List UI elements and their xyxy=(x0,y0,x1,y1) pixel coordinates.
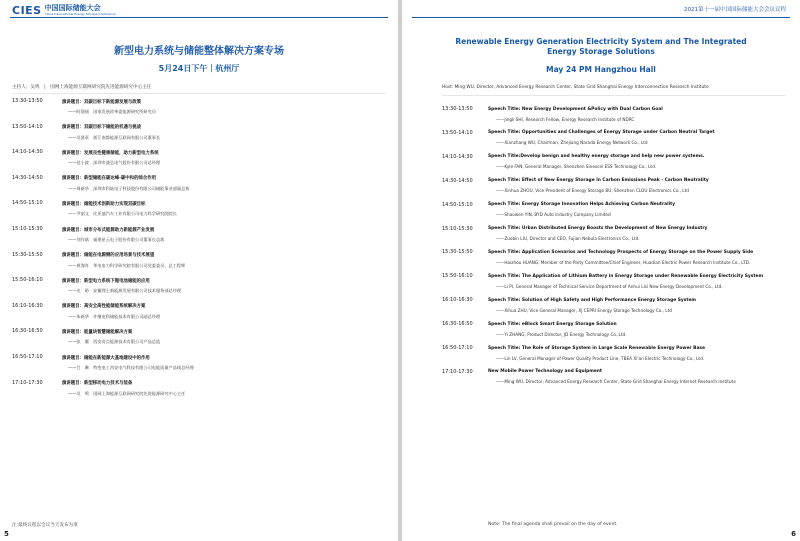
speech-title: 演讲题目：双碳目标下新能源发展与政策 xyxy=(62,99,142,105)
agenda-time: 13:50-14:10 xyxy=(442,129,473,136)
agenda-time: 14:30-14:50 xyxy=(12,174,43,181)
speech-title: 演讲题目：新型储能在碳达峰-碳中和的综合作用 xyxy=(62,176,157,182)
agenda-time: 16:50-17:10 xyxy=(12,354,43,360)
speech-title: Speech Title: Solution of High Safety and High Performance Energy Storage System xyxy=(488,297,697,303)
speaker-info: ——Yi ZHANG, Product Director, JD Energy Technology Co.,Ltd. xyxy=(496,331,627,337)
agenda-time: 17:10-17:30 xyxy=(442,368,473,375)
speaker-info: ——时璟丽 国家发展改革委能源研究所研究员 xyxy=(68,109,156,114)
host-divider xyxy=(12,93,386,94)
speaker-info: ——皮 昉 安徽理士新能源发展有限公司技术服务部总经理 xyxy=(68,288,182,294)
speech-title: 演讲题目：高安全高性能储能系统解决方案 xyxy=(62,304,146,310)
speaker-info: ——吴 鸣 国网上海能源互联网研究院先进能源研究中心主任 xyxy=(68,390,186,396)
speech-title: 演讲题目：发展良性健康储能，助力新型电力系统 xyxy=(62,150,159,156)
speech-title: Speech Title: New Energy Development &Policy with Dual Carbon Goal xyxy=(488,106,663,112)
speaker-info: ——刘作斌 福建星云电子股份有限公司董事长总裁 xyxy=(68,237,165,242)
agenda-time: 15:50-16:10 xyxy=(12,277,43,284)
speaker-info: ——Li PI, General Manager of Technical Service Department of Anhui Lisi New Energy Development Co., Ltd. xyxy=(496,283,723,289)
speaker-info: ——黄海舟 华电电力科学研究院有限公司党委委员、总工程师 xyxy=(68,262,186,268)
logo-mark: CIES xyxy=(12,4,42,17)
right-page xyxy=(402,0,800,541)
agenda-time: 15:50-16:10 xyxy=(442,273,473,280)
footnote-cn: 注:最终议程以会议当天发布为准 xyxy=(12,523,78,528)
page-number-left: 5 xyxy=(4,530,9,538)
speech-title: 演讲题目：城市分布式能源助力新能源产业发展 xyxy=(62,227,155,233)
host-line-en: Host: Ming WU, Director, Advanced Energy Research Center, State Grid Shanghai Energy Interconnection Research Institute xyxy=(442,85,709,90)
session-title-en-line1: Renewable Energy Generation Electricity System and The Integrated xyxy=(455,37,747,46)
speech-title: Speech Title: The Role of Storage System in Large Scale Renewable Energy Power Base xyxy=(488,345,706,351)
left-page xyxy=(0,0,398,541)
conference-header-text: 2021第十一届中国国际储能大会会议议程 xyxy=(684,7,786,13)
speaker-info: ——Ming WU, Director, Advanced Energy Research Center, State Grid Shanghai Energy Internet Research Institute xyxy=(496,379,736,385)
agenda-time: 16:30-16:50 xyxy=(12,328,43,335)
session-date-en: May 24 PM Hangzhou Hall xyxy=(546,65,656,74)
speech-title: 演讲题目：储能在新能源大基地建设中的作用 xyxy=(62,355,150,361)
agenda-time: 16:30-16:50 xyxy=(442,321,473,328)
session-title-en-line2: Energy Storage Solutions xyxy=(547,47,655,56)
speaker-info: ——张 翼 西安奇点能源技术有限公司产品总监 xyxy=(68,339,161,345)
speaker-info: ——Xinhua ZHOU, Vice President of Energy Storage BU, Shenzhen CLOU Electronics Co., Ltd xyxy=(496,188,689,194)
speaker-info: ——Shaowen YIN, BYD Auto Industry Company Limited xyxy=(496,212,611,218)
agenda-time: 15:30-15:50 xyxy=(12,251,43,258)
speech-title: Speech Title: The Application of Lithium Battery in Energy Storage under Renewable Energy Electricity System xyxy=(488,273,764,279)
speaker-info: ——Haizhou HUANG, Member of the Party Committee/Chief Engineer, Huadian Electric Power Research Institute Co., LTD. xyxy=(496,259,751,265)
speaker-info: ——Jingli SHI, Research Fellow, Energy Research Institute of NDRC xyxy=(496,116,635,122)
speaker-info: ——Lin LV, General Manager of Power Quality Product Line, TBEA Xi'an Electric Technology Co., Ltd. xyxy=(496,355,705,361)
speaker-info: ——Kyle FAN, General Manager, Shenzhen Sinexcel ESS Technology Co., Ltd. xyxy=(496,164,657,170)
speaker-info: ——吕 琳 特变电工西安电气科技有限公司电能质量产品线总经理 xyxy=(68,365,194,370)
speech-title: 演讲题目：新型电力系统下锂电池储能的应用 xyxy=(62,278,150,284)
host-line-cn: 主持人：吴鸣 | 国网上海能源互联网研究院先进能源研究中心主任 xyxy=(12,85,152,90)
conference-logo xyxy=(12,4,116,17)
header-divider xyxy=(10,17,388,18)
speaker-info: ——朱新华 许继电科储能技术有限公司副总经理 xyxy=(68,313,161,319)
speaker-info: ——Xianzhang WU, Chairman, Zhejiang Narada Energy Network Co., Ltd xyxy=(496,140,648,146)
agenda-time: 15:10-15:30 xyxy=(442,225,473,232)
speaker-info: ——吴贤章 浙江南都能源互联网有限公司董事长 xyxy=(68,134,161,140)
agenda-time: 14:50-15:10 xyxy=(12,200,43,207)
speaker-info: ——周新华 深圳市科陆电子科技股份有限公司储能事业部副总裁 xyxy=(68,185,190,191)
header-divider xyxy=(412,17,790,18)
speech-title: Speech Title: Urban Distributed Energy Boosts the Development of New Energy Industry xyxy=(488,226,708,231)
speech-title: 演讲题目：储能在电源侧的应用场景与技术展望 xyxy=(62,253,155,259)
agenda-time: 13:30-13:50 xyxy=(442,106,473,112)
speech-title: Speech Title: Application Scenarios and Technology Prospects of Energy Storage on the Power Supply Side xyxy=(488,249,754,255)
session-title-en xyxy=(402,37,800,57)
speech-title: Speech Title: Energy Storage Innovation Helps Achieving Carbon Neutrality xyxy=(488,202,676,208)
agenda-time: 17:10-17:30 xyxy=(12,379,43,386)
speech-title: Speech Title: Effect of New Energy Storage in Carbon Emissions Peak - Carbon Neutrality xyxy=(488,178,709,184)
agenda-time: 13:50-14:10 xyxy=(12,123,43,130)
speech-title: New Mobile Power Technology and Equipment xyxy=(488,369,603,375)
logo-text xyxy=(45,5,116,16)
speech-title: Speech Title:Develop benign and healthy energy storage and help new power systems. xyxy=(488,154,705,160)
agenda-time: 14:30-14:50 xyxy=(442,177,473,184)
page-number-right: 6 xyxy=(791,530,796,538)
speech-title: 演讲题目：能量块智慧储能解决方案 xyxy=(62,329,133,335)
speech-title: Speech Title: eBlock Smart Energy Storage Solution xyxy=(488,321,617,327)
speaker-info: ——尹韶文 比亚迪汽车工业有限公司电力科学研究院院长 xyxy=(68,211,177,217)
logo-en: China International Energy Storage Conference xyxy=(44,12,116,16)
agenda-time: 16:10-16:30 xyxy=(442,297,473,304)
agenda-time: 14:10-14:30 xyxy=(442,153,473,160)
agenda-time: 13:30-13:50 xyxy=(12,98,43,104)
agenda-time: 15:10-15:30 xyxy=(12,226,43,232)
speaker-info: ——范小波 深圳市盛弘电气股份有限公司总经理 xyxy=(68,160,161,166)
speaker-info: ——Xihua ZHU, Vice General Manager, XJ CEPRI Energy Storage Technology Co., Ltd xyxy=(496,307,672,313)
speech-title: 演讲题目：储能技术创新助力实现双碳目标 xyxy=(62,201,146,207)
session-date-cn: 5月24日下午｜杭州厅 xyxy=(158,64,240,73)
agenda-time: 16:10-16:30 xyxy=(12,302,43,309)
speaker-info: ——Zuobin LIU, Director and CEO, Fujian Nebula Electronics Co., Ltd. xyxy=(496,236,640,241)
speech-title: 演讲题目：新型移动电力技术与装备 xyxy=(62,381,133,387)
footnote-en: Note: The final agenda shall prevail on the day of event. xyxy=(488,522,618,527)
speech-title: Speech Title: Opportunities and Challenges of Energy Storage under Carbon Neutral Target xyxy=(488,130,715,136)
session-title-cn: 新型电力系统与储能整体解决方案专场 xyxy=(114,46,284,57)
agenda-time: 14:50-15:10 xyxy=(442,201,473,208)
host-divider xyxy=(442,95,786,96)
agenda-time: 15:30-15:50 xyxy=(442,249,473,256)
speech-title: 演讲题目：双碳目标下储能的机遇与挑战 xyxy=(62,125,142,131)
agenda-time: 16:50-17:10 xyxy=(442,345,473,351)
agenda-time: 14:10-14:30 xyxy=(12,149,43,156)
logo-cn: 中国国际储能大会 xyxy=(44,4,101,12)
